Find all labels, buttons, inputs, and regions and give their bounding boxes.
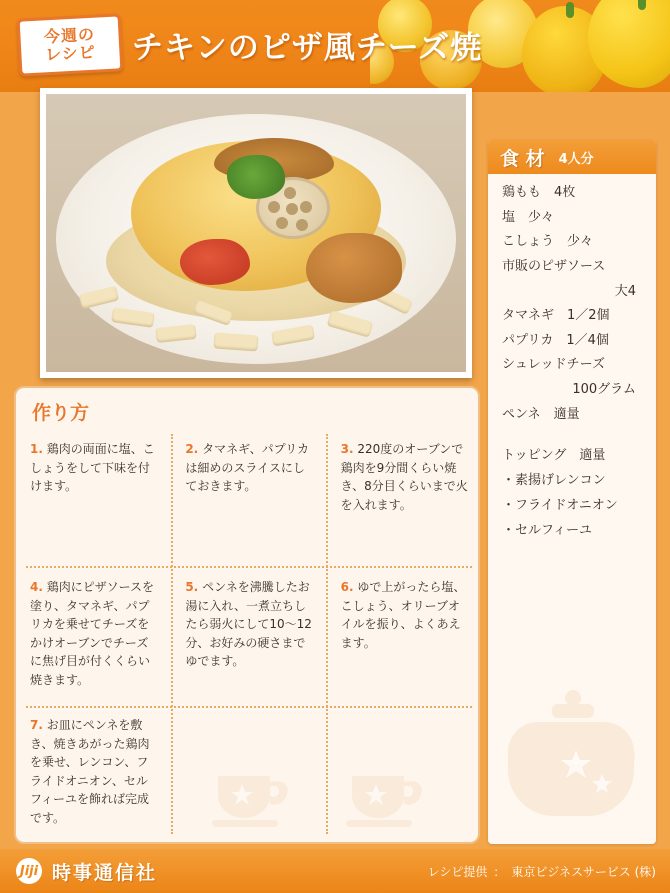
pepper-stem-icon xyxy=(638,0,646,10)
badge-line-2: レシピ xyxy=(44,42,97,65)
step-text: 鶏肉の両面に塩、こしょうをして下味を付けます。 xyxy=(30,442,155,494)
ingredients-header xyxy=(488,140,656,174)
chervil-garnish xyxy=(227,155,285,199)
pepper-stem-icon xyxy=(566,2,574,18)
recipe-credit xyxy=(428,863,656,880)
step-number: 1. xyxy=(30,442,43,456)
ingredient-amount: 100グラム xyxy=(572,382,636,398)
ingredient-item: シュレッドチーズ xyxy=(502,357,605,373)
steps-title: 作り方 xyxy=(32,402,90,424)
credit-value: 東京ビジネスサービス (株) xyxy=(511,864,656,879)
header-band xyxy=(0,0,670,92)
step-number: 4. xyxy=(30,580,43,594)
chicken-piece xyxy=(306,233,402,303)
servings-label: 4人分 xyxy=(558,151,594,167)
ingredient-item: こしょう 少々 xyxy=(502,234,594,250)
ingredient-amount: 大4 xyxy=(614,283,636,299)
credit-separator: ： xyxy=(493,864,506,879)
step-item-empty xyxy=(327,704,480,842)
penne-piece xyxy=(213,332,258,351)
ingredient-item: パプリカ 1／4個 xyxy=(502,332,609,348)
page-title: チキンのピザ風チーズ焼 xyxy=(132,30,483,66)
step-text: タマネギ、パプリカは細めのスライスにしておきます。 xyxy=(185,442,309,494)
ingredients-list xyxy=(488,174,656,537)
spacer xyxy=(502,432,642,444)
ingredient-item: 塩 少々 xyxy=(502,209,555,225)
jiji-logo-icon xyxy=(16,858,42,884)
badge-line-1: 今週の xyxy=(43,24,96,46)
step-item-empty xyxy=(171,704,326,842)
step-item xyxy=(327,428,480,566)
step-number: 3. xyxy=(340,442,354,456)
ingredients-panel xyxy=(488,140,656,844)
step-number: 2. xyxy=(185,442,199,456)
step-text: ペンネを沸騰したお湯に入れ、一煮立ちしたら弱火にして10〜12分、お好みの硬さまでゆでます。 xyxy=(185,580,312,669)
ingredient-item: 市販のピザソース xyxy=(502,258,606,274)
teapot-watermark-icon xyxy=(498,644,648,834)
steps-grid xyxy=(16,428,480,842)
topping-item: ・セルフィーユ xyxy=(502,522,592,538)
step-text: 220度のオーブンで鶏肉を9分間くらい焼き、8分目くらいまで火を入れます。 xyxy=(340,442,468,512)
step-number: 5. xyxy=(185,580,199,594)
steps-panel xyxy=(14,386,480,844)
step-text: 鶏肉にピザソースを塗り、タマネギ、パプリカを乗せてチーズをかけオーブンでチーズに焦げ目が付くくらい焼きます。 xyxy=(30,580,155,687)
topping-item: ・素揚げレンコン xyxy=(502,473,606,489)
recipe-photo xyxy=(40,88,472,378)
step-item xyxy=(327,566,480,704)
step-item xyxy=(171,566,326,704)
ingredient-item: ペンネ 適量 xyxy=(502,406,580,422)
footer-brand: 時事通信社 xyxy=(52,861,158,884)
topping-item: ・フライドオニオン xyxy=(502,498,618,514)
step-number: 7. xyxy=(30,718,43,732)
weekly-recipe-badge xyxy=(17,13,124,76)
footer xyxy=(0,849,670,893)
ingredient-item: 鶏もも 4枚 xyxy=(502,185,576,200)
ingredients-title: 食 材 xyxy=(500,147,545,170)
step-item xyxy=(171,428,326,566)
step-item xyxy=(16,704,171,842)
topping-heading: トッピング 適量 xyxy=(502,448,606,464)
credit-label: レシピ提供 xyxy=(427,864,488,879)
pizza-sauce xyxy=(180,239,250,285)
logo-text: Jiji xyxy=(19,863,39,879)
step-item xyxy=(16,428,171,566)
step-number: 6. xyxy=(340,580,354,594)
ingredient-item: タマネギ 1／2個 xyxy=(502,308,610,324)
step-text: お皿にペンネを敷き、焼きあがった鶏肉を乗せ、レンコン、フライドオニオン、セルフィーユを飾れば完成です。 xyxy=(30,718,150,825)
step-text: ゆで上がったら塩、こしょう、オリーブオイルを振り、よくあえます。 xyxy=(340,580,466,650)
step-item xyxy=(16,566,171,704)
